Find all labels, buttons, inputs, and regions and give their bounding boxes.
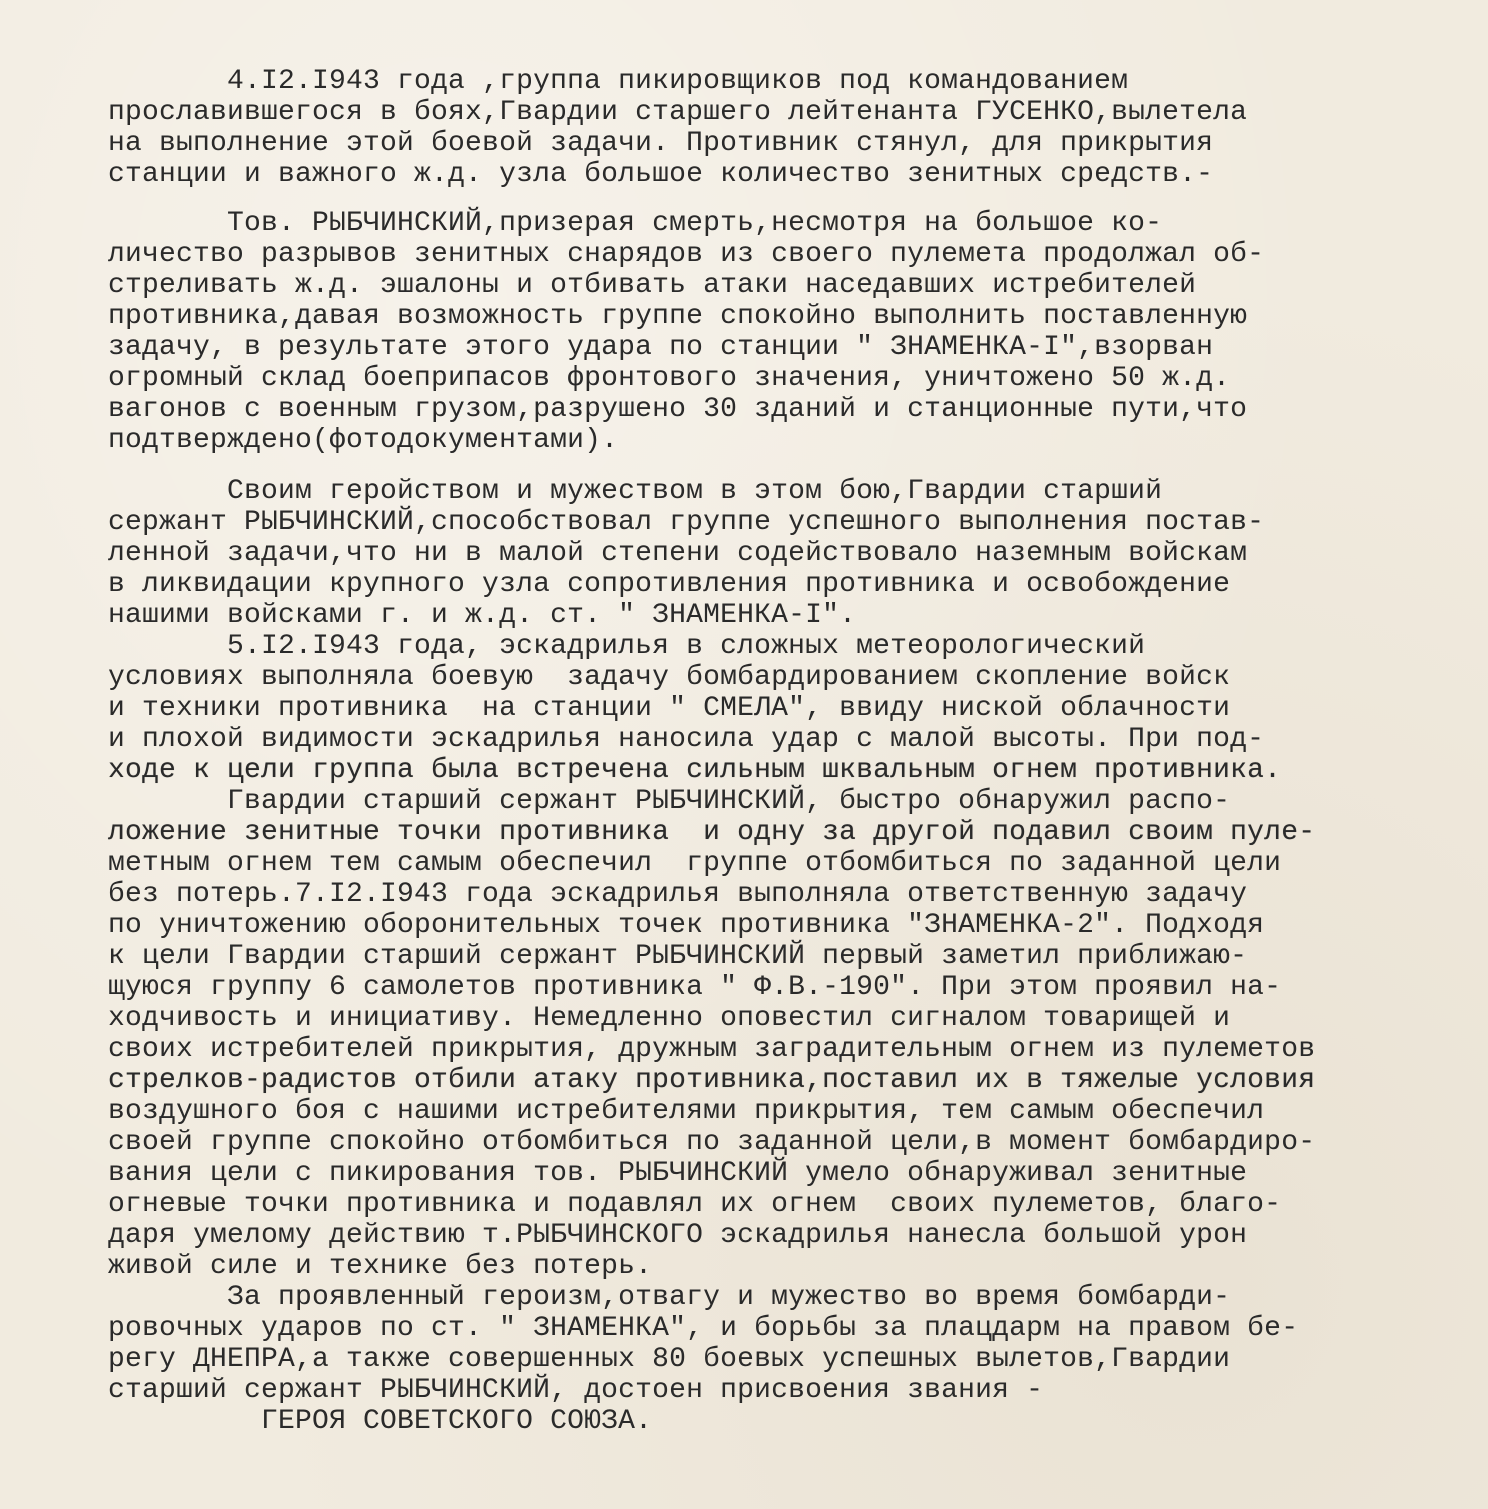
text-line: личество разрывов зенитных снарядов из своего пулемета продолжал об- [108, 239, 1265, 270]
text-line: нашими войсками г. и ж.д. ст. " ЗНАМЕНКА-I". [108, 600, 857, 631]
text-line: ходчивость и инициативу. Немедленно оповестил сигналом товарищей и [108, 1003, 1231, 1034]
text-line: За проявленный героизм,отвагу и мужество во время бомбарди- [108, 1282, 1231, 1313]
text-line: даря умелому действию т.РЫБЧИНСКОГО эскадрилья нанесла большой урон [108, 1220, 1248, 1251]
award-title: ГЕРОЯ СОВЕТСКОГО СОЮЗА. [108, 1406, 653, 1437]
text-line: и плохой видимости эскадрилья наносила удар с малой высоты. При под- [108, 724, 1265, 755]
text-line: ровочных ударов по ст. " ЗНАМЕНКА", и борьбы за плацдарм на правом бе- [108, 1313, 1299, 1344]
paragraph-gap [108, 190, 1448, 208]
text-line: противника,давая возможность группе спокойно выполнить поставленную [108, 301, 1248, 332]
text-line: Гвардии старший сержант РЫБЧИНСКИЙ, быстро обнаружил распо- [108, 786, 1231, 817]
text-line: в ликвидации крупного узла сопротивления противника и освобождение [108, 569, 1231, 600]
text-line: огневые точки противника и подавлял их огнем своих пулеметов, благо- [108, 1189, 1282, 1220]
text-line: ложение зенитные точки противника и одну за другой подавил своим пуле- [108, 817, 1316, 848]
paragraph-p4 [108, 631, 1448, 786]
text-line: на выполнение этой боевой задачи. Противник стянул, для прикрытия [108, 128, 1214, 159]
text-line: без потерь.7.I2.I943 года эскадрилья выполняла ответственную задачу [108, 879, 1248, 910]
text-line: подтверждено(фотодокументами). [108, 425, 619, 456]
text-line: старший сержант РЫБЧИНСКИЙ, достоен присвоения звания - [108, 1375, 1044, 1406]
text-line: регу ДНЕПРА,а также совершенных 80 боевых успешных вылетов,Гвардии [108, 1344, 1231, 1375]
paragraph-p3 [108, 476, 1448, 631]
text-line: Тов. РЫБЧИНСКИЙ,призерая смерть,несмотря на большое ко- [108, 208, 1163, 239]
paragraph-p2 [108, 208, 1448, 456]
text-line: своей группе спокойно отбомбиться по заданной цели,в момент бомбардиро- [108, 1127, 1316, 1158]
text-line: ленной задачи,что ни в малой степени содействовало наземным войскам [108, 538, 1248, 569]
text-line: 5.I2.I943 года, эскадрилья в сложных метеорологический [108, 631, 1146, 662]
text-line: метным огнем тем самым обеспечил группе отбомбиться по заданной цели [108, 848, 1282, 879]
text-line: живой силе и технике без потерь. [108, 1251, 653, 1282]
text-line: своих истребителей прикрытия, дружным заградительным огнем из пулеметов [108, 1034, 1316, 1065]
text-line: стрелков-радистов отбили атаку противника,поставил их в тяжелые условия [108, 1065, 1316, 1096]
text-line: по уничтожению оборонительных точек противника "ЗНАМЕНКА-2". Подходя [108, 910, 1265, 941]
text-line: станции и важного ж.д. узла большое количество зенитных средств.- [108, 159, 1214, 190]
text-line: задачу, в результате этого удара по станции " ЗНАМЕНКА-I",взорван [108, 332, 1214, 363]
text-line: вания цели с пикирования тов. РЫБЧИНСКИЙ умело обнаруживал зенитные [108, 1158, 1248, 1189]
paragraph-gap [108, 456, 1448, 476]
text-line: огромный склад боеприпасов фронтового значения, уничтожено 50 ж.д. [108, 363, 1231, 394]
text-line: 4.I2.I943 года ,группа пикировщиков под командованием [108, 66, 1129, 97]
text-line: Своим геройством и мужеством в этом бою,Гвардии старший [108, 476, 1163, 507]
text-line: воздушного боя с нашими истребителями прикрытия, тем самым обеспечил [108, 1096, 1265, 1127]
text-line: прославившегося в боях,Гвардии старшего лейтенанта ГУСЕНКО,вылетела [108, 97, 1248, 128]
paragraph-p1 [108, 66, 1448, 190]
text-line: стреливать ж.д. эшалоны и отбивать атаки наседавших истребителей [108, 270, 1197, 301]
text-line: щуюся группу 6 самолетов противника " Ф.В.-190". При этом проявил на- [108, 972, 1282, 1003]
text-line: условиях выполняла боевую задачу бомбардированием скопление войск [108, 662, 1231, 693]
text-line: вагонов с военным грузом,разрушено 30 зданий и станционные пути,что [108, 394, 1248, 425]
text-line: сержант РЫБЧИНСКИЙ,способствовал группе успешного выполнения постав- [108, 507, 1265, 538]
text-line: ходе к цели группа была встречена сильным шквальным огнем противника. [108, 755, 1282, 786]
text-line: к цели Гвардии старший сержант РЫБЧИНСКИЙ первый заметил приближаю- [108, 941, 1248, 972]
paragraph-p5 [108, 786, 1448, 1282]
paragraph-p6 [108, 1282, 1448, 1437]
text-line: и техники противника на станции " СМЕЛА", ввиду ниской облачности [108, 693, 1231, 724]
typewritten-text [108, 66, 1448, 1437]
